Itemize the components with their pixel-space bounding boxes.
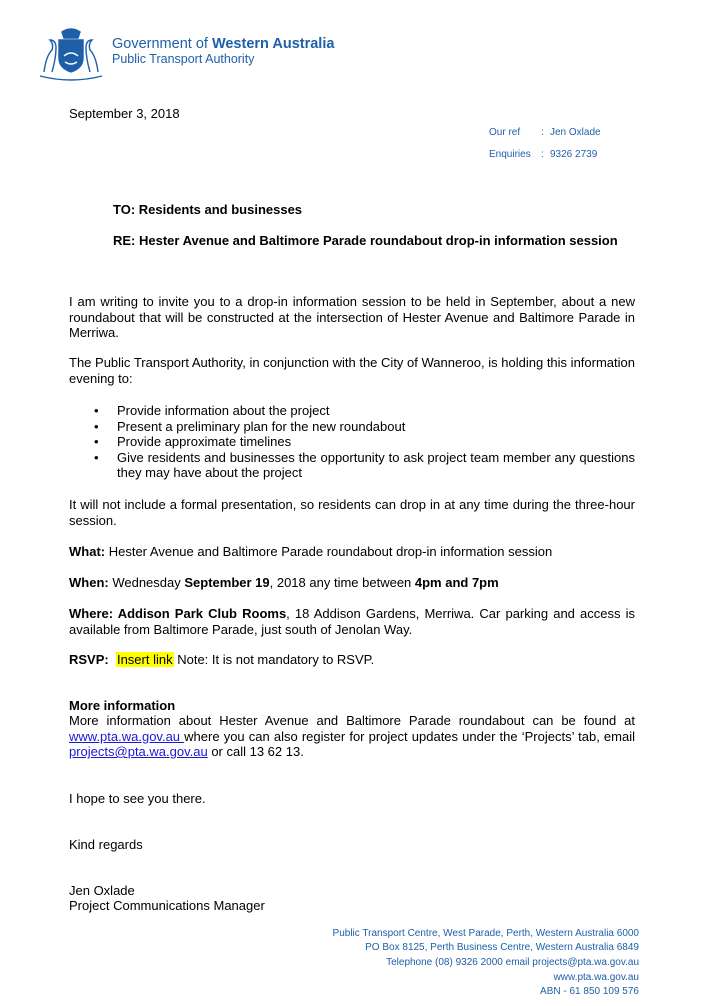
footer-website: www.pta.wa.gov.au: [553, 972, 639, 983]
website-link[interactable]: www.pta.wa.gov.au: [69, 728, 185, 744]
where-line: Where: Addison Park Club Rooms, 18 Addison Gardens, Merriwa. Car parking and access is available from Baltimore Parade, just south of Jenolan Way.: [69, 606, 635, 637]
bullet-icon: •: [94, 434, 99, 449]
signatory-title: Project Communications Manager: [69, 898, 265, 913]
what-line: What: Hester Avenue and Baltimore Parade roundabout drop-in information session: [69, 544, 553, 559]
format-paragraph: It will not include a formal presentation, so residents can drop in at any time during the three-hour session.: [69, 497, 635, 528]
list-item: • Give residents and businesses the opportunity to ask project team member any questions they may have about the project: [94, 449, 635, 480]
email-link[interactable]: projects@pta.wa.gov.au: [69, 744, 208, 759]
enquiries-value: 9326 2739: [550, 149, 598, 160]
closing-regards: Kind regards: [69, 837, 143, 852]
bullet-icon: •: [94, 418, 99, 434]
our-ref-value: Jen Oxlade: [550, 127, 601, 138]
closing-hope: I hope to see you there.: [69, 791, 206, 806]
list-item: • Provide approximate timelines: [94, 434, 292, 449]
more-info-paragraph: More information about Hester Avenue and Baltimore Parade roundabout can be found at www.pta.wa.gov.au where you can also register for project updates under the ‘Projects’ tab, email projects@pta.wa.gov.au or call 13 62 13.: [69, 713, 635, 759]
rsvp-line: RSVP: Insert link Note: It is not mandatory to RSVP.: [69, 652, 375, 667]
purpose-paragraph: The Public Transport Authority, in conjunction with the City of Wanneroo, is holding this information evening to:: [69, 355, 635, 386]
our-ref-label: Our ref: [489, 127, 521, 138]
bullet-list: [69, 403, 635, 481]
ref-separator: :: [541, 127, 544, 138]
enquiries-label: Enquiries: [489, 149, 531, 160]
letter-date: September 3, 2018: [69, 106, 180, 121]
ref-separator: :: [541, 149, 544, 160]
bullet-icon: •: [94, 403, 99, 418]
list-item: • Present a preliminary plan for the new roundabout: [94, 418, 406, 434]
signatory-name: Jen Oxlade: [69, 883, 135, 898]
footer-address: Public Transport Centre, West Parade, Perth, Western Australia 6000: [332, 928, 639, 939]
coat-of-arms-logo: [34, 26, 108, 82]
bullet-icon: •: [94, 449, 99, 465]
rsvp-link[interactable]: Insert link: [116, 652, 173, 667]
footer-po-box: PO Box 8125, Perth Business Centre, Western Australia 6849: [365, 942, 639, 953]
footer-abn: ABN - 61 850 109 576: [540, 986, 639, 997]
authority-name: Public Transport Authority: [112, 52, 255, 66]
re-line: RE: Hester Avenue and Baltimore Parade roundabout drop-in information session: [113, 233, 618, 248]
intro-paragraph: I am writing to invite you to a drop-in information session to be held in September, about a new roundabout that will be constructed at the intersection of Hester Avenue and Baltimore Parade in Merriwa.: [69, 294, 635, 340]
list-item: • Provide information about the project: [94, 403, 330, 418]
more-info-heading: More information: [69, 698, 176, 713]
government-name: Government of Western Australia: [112, 36, 335, 52]
footer-contact: Telephone (08) 9326 2000 email projects@pta.wa.gov.au: [386, 957, 639, 968]
to-line: TO: Residents and businesses: [113, 202, 303, 217]
when-line: When: Wednesday September 19, 2018 any time between 4pm and 7pm: [69, 575, 499, 590]
